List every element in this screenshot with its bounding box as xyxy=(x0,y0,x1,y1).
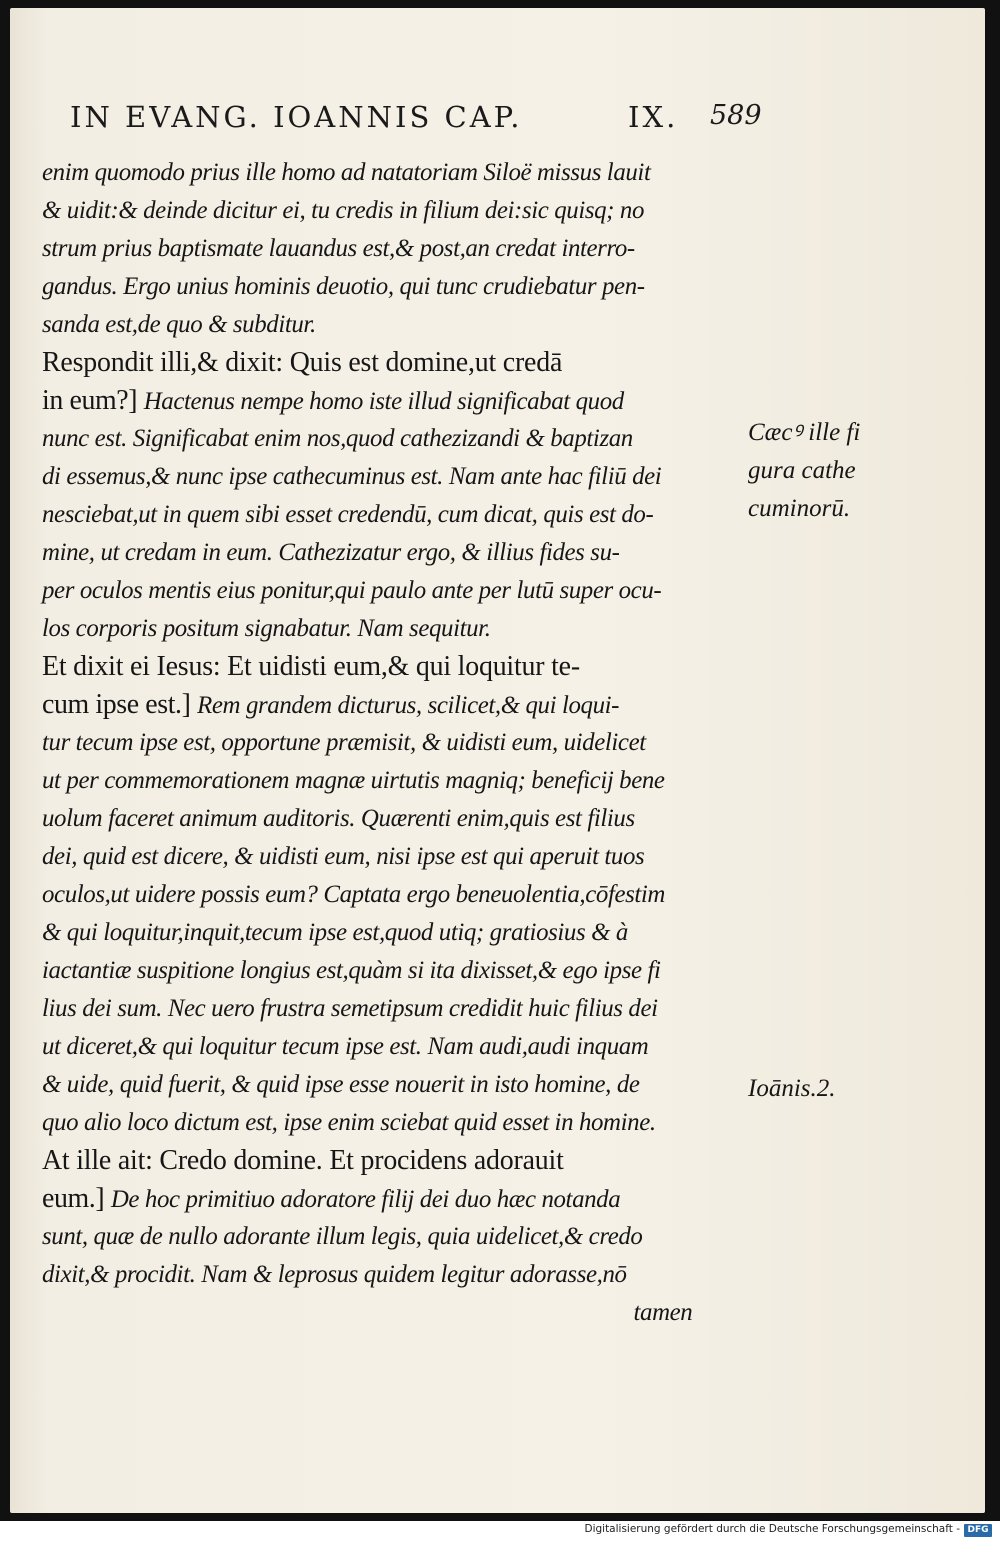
running-head-title: IN EVANG. IOANNIS CAP. xyxy=(70,100,523,134)
commentary-text: mine, ut credam in eum. Cathezizatur ergo, & illius fides su- xyxy=(42,539,620,566)
text-line xyxy=(42,268,754,306)
text-block xyxy=(42,154,757,1332)
commentary-text: los corporis positum signabatur. Nam sequitur. xyxy=(42,615,491,642)
dfg-logo: DFG xyxy=(964,1524,992,1537)
commentary-text: nesciebat,ut in quem sibi esset credendū, cum dicat, quis est do- xyxy=(42,501,654,528)
commentary-text: enim quomodo prius ille homo ad natatoriam Siloë missus lauit xyxy=(42,159,651,186)
lemma-text: in eum?] xyxy=(42,385,144,416)
text-line xyxy=(42,496,754,534)
commentary-text: Rem grandem dicturus, scilicet,& qui loqui- xyxy=(197,692,620,719)
text-line xyxy=(42,762,754,800)
margin-note: gura cathe xyxy=(748,457,856,484)
text-line xyxy=(42,952,754,990)
text-line xyxy=(42,1028,754,1066)
commentary-text: strum prius baptismate lauandus est,& post,an credat interro- xyxy=(42,235,635,262)
text-line xyxy=(42,648,754,686)
commentary-text: & uide, quid fuerit, & quid ipse esse nouerit in isto homine, de xyxy=(42,1071,640,1098)
margin-note: Ioānis.2. xyxy=(748,1075,836,1102)
commentary-text: De hoc primitiuo adoratore filij dei duo hæc notanda xyxy=(110,1186,621,1213)
text-line xyxy=(42,914,754,952)
text-line xyxy=(42,420,754,458)
book-page xyxy=(10,8,985,1513)
commentary-text: ut diceret,& qui loquitur tecum ipse est. Nam audi,audi inquam xyxy=(42,1033,649,1060)
margin-note: cuminorū. xyxy=(748,495,851,522)
commentary-text: quo alio loco dictum est, ipse enim sciebat quid esset in homine. xyxy=(42,1109,656,1136)
commentary-text: per oculos mentis eius ponitur,qui paulo ante per lutū super ocu- xyxy=(42,577,662,604)
commentary-text: tur tecum ipse est, opportune præmisit, & uidisti eum, uidelicet xyxy=(42,729,646,756)
lemma-text: At ille ait: Credo domine. Et procidens adorauit xyxy=(42,1145,564,1176)
text-line xyxy=(42,1180,754,1218)
text-line xyxy=(42,610,754,648)
commentary-text: dixit,& procidit. Nam & leprosus quidem legitur adorasse,nō xyxy=(42,1261,627,1288)
text-line xyxy=(42,1218,754,1256)
chapter-number: IX. xyxy=(628,100,679,134)
footer-bar xyxy=(0,1521,1000,1541)
commentary-text: oculos,ut uidere possis eum? Captata ergo beneuolentia,cōfestim xyxy=(42,881,666,908)
text-line xyxy=(42,458,754,496)
text-line xyxy=(42,876,754,914)
catchword-line xyxy=(42,1294,754,1332)
text-line xyxy=(42,838,754,876)
commentary-text: & uidit:& deinde dicitur ei, tu credis in filium dei:sic quisq; no xyxy=(42,197,645,224)
folio-number: 589 xyxy=(710,100,762,131)
commentary-text: sanda est,de quo & subditur. xyxy=(42,311,316,338)
commentary-text: nunc est. Significabat enim nos,quod cathezizandi & baptizan xyxy=(42,425,633,452)
text-line xyxy=(42,154,754,192)
text-line xyxy=(42,1066,754,1104)
text-line xyxy=(42,192,754,230)
text-line xyxy=(42,686,754,724)
lemma-text: eum.] xyxy=(42,1183,111,1214)
text-line xyxy=(42,572,754,610)
commentary-text: uolum faceret animum auditoris. Quærenti enim,quis est filius xyxy=(42,805,635,832)
text-line xyxy=(42,382,754,420)
commentary-text: sunt, quæ de nullo adorante illum legis, quia uidelicet,& credo xyxy=(42,1223,643,1250)
lemma-text: cum ipse est.] xyxy=(42,689,198,720)
catchword: tamen xyxy=(633,1299,693,1326)
lemma-text: Respondit illi,& dixit: Quis est domine,ut credā xyxy=(42,347,563,378)
text-line xyxy=(42,800,754,838)
commentary-text: dei, quid est dicere, & uidisti eum, nisi ipse est qui aperuit tuos xyxy=(42,843,645,870)
commentary-text: Hactenus nempe homo iste illud significabat quod xyxy=(143,388,624,415)
commentary-text: gandus. Ergo unius hominis deuotio, qui tunc crudiebatur pen- xyxy=(42,273,645,300)
commentary-text: & qui loquitur,inquit,tecum ipse est,quod utiq; gratiosius & à xyxy=(42,919,628,946)
margin-note: Cæcꝰ ille fi xyxy=(748,419,861,446)
text-line xyxy=(42,230,754,268)
commentary-text: iactantiæ suspitione longius est,quàm si ita dixisset,& ego ipse fi xyxy=(42,957,661,984)
text-line xyxy=(42,344,754,382)
text-line xyxy=(42,534,754,572)
lemma-text: Et dixit ei Iesus: Et uidisti eum,& qui loquitur te- xyxy=(42,651,580,682)
commentary-text: ut per commemorationem magnæ uirtutis magniq; beneficij bene xyxy=(42,767,665,794)
text-line xyxy=(42,306,754,344)
text-line xyxy=(42,1142,754,1180)
funding-credit: Digitalisierung gefördert durch die Deutsche Forschungsgemeinschaft - xyxy=(584,1523,960,1535)
commentary-text: lius dei sum. Nec uero frustra semetipsum credidit huic filius dei xyxy=(42,995,658,1022)
text-line xyxy=(42,724,754,762)
text-line xyxy=(42,1104,754,1142)
commentary-text: di essemus,& nunc ipse cathecuminus est. Nam ante hac filiū dei xyxy=(42,463,662,490)
text-line xyxy=(42,1256,754,1294)
running-header xyxy=(70,100,770,144)
text-line xyxy=(42,990,754,1028)
